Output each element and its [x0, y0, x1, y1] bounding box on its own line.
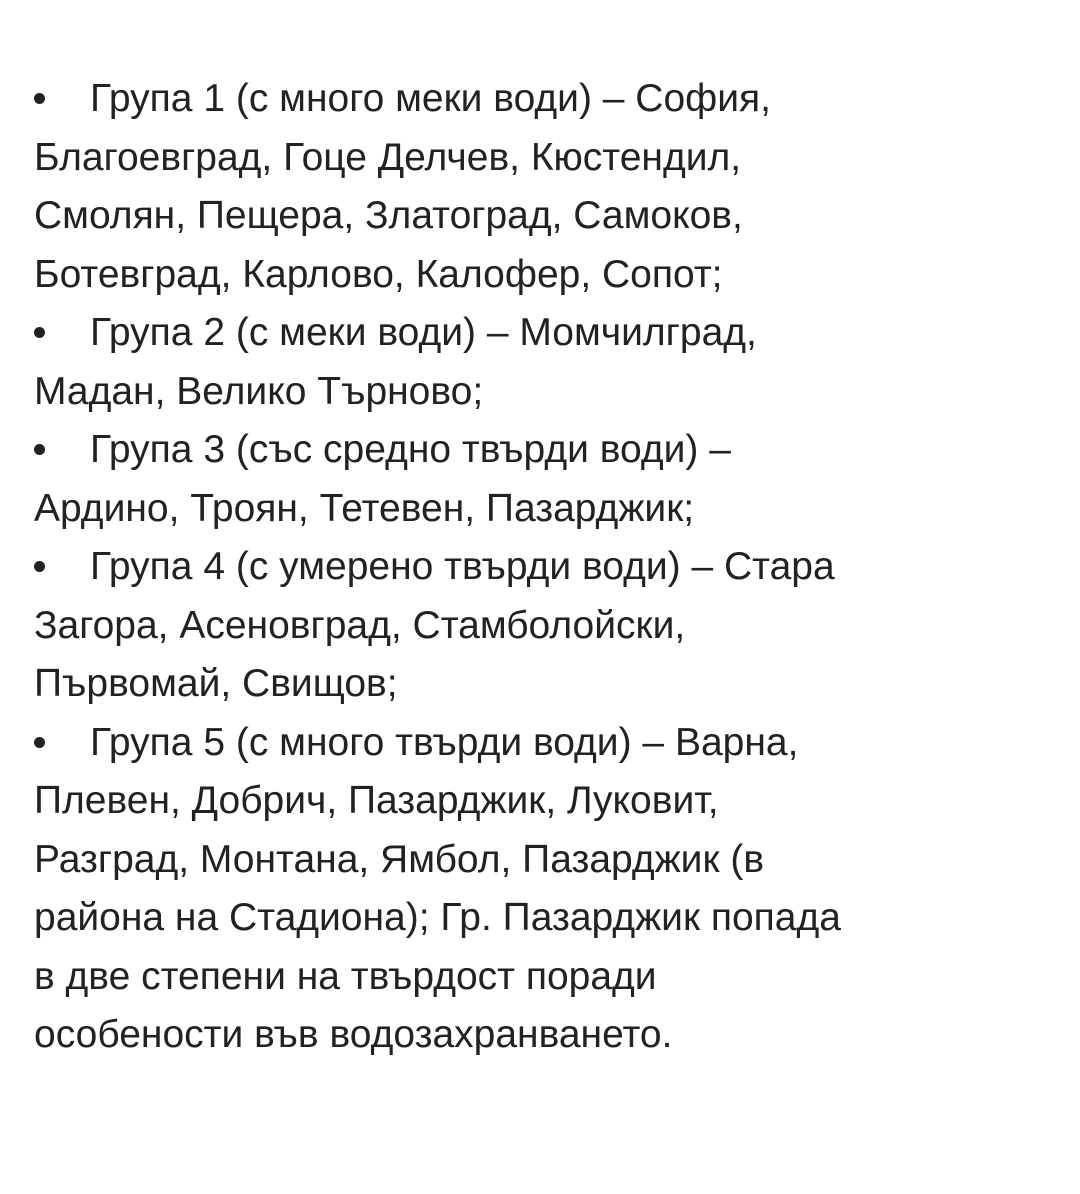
list-item-group-5: [34, 714, 1044, 1065]
list-item-line: [34, 304, 1044, 363]
list-item-line: Първомай, Свищов;: [34, 662, 398, 705]
list-item-line: [34, 538, 1044, 597]
list-item-line: в две степени на твърдост поради: [34, 954, 657, 998]
list-item-text: Група 4 (с умерено твърди води) – Стара: [90, 545, 835, 588]
list-item-line: [34, 421, 1044, 480]
bullet-icon: [34, 714, 90, 773]
bullet-icon: [34, 304, 90, 363]
list-item-line: Ботевград, Карлово, Калофер, Сопот;: [34, 252, 723, 296]
list-item-line: особености във водозахранването.: [34, 1013, 673, 1056]
list-item-text: Група 1 (с много меки води) – София,: [90, 77, 771, 120]
list-item-line: района на Стадиона); Гр. Пазарджик попада: [34, 896, 841, 939]
list-item-text: Група 3 (със средно твърди води) –: [90, 428, 731, 471]
list-item-line: Мадан, Велико Търново;: [34, 369, 484, 413]
list-item-line: Ардино, Троян, Тетевен, Пазарджик;: [34, 486, 695, 530]
list-item-line: [34, 70, 1044, 129]
list-item-text: Група 5 (с много твърди води) – Варна,: [90, 720, 799, 764]
list-item-line: Благоевград, Гоце Делчев, Кюстендил,: [34, 135, 742, 179]
bullet-icon: [34, 70, 90, 129]
bullet-icon: [34, 421, 90, 480]
list-item-line: Смолян, Пещера, Златоград, Самоков,: [34, 194, 743, 237]
list-item-group-4: [34, 538, 1044, 714]
list-item-line: Разград, Монтана, Ямбол, Пазарджик (в: [34, 837, 765, 881]
list-item-text: Група 2 (с меки води) – Момчилград,: [90, 311, 757, 354]
list-item-line: [34, 714, 1044, 773]
list-item-line: Загора, Асеновград, Стамболойски,: [34, 603, 686, 647]
list-item-line: Плевен, Добрич, Пазарджик, Луковит,: [34, 779, 719, 822]
bullet-icon: [34, 538, 90, 597]
list-item-group-1: [34, 70, 1044, 304]
list-item-group-3: [34, 421, 1044, 538]
list-item-group-2: [34, 304, 1044, 421]
document-body: [34, 70, 1044, 1065]
